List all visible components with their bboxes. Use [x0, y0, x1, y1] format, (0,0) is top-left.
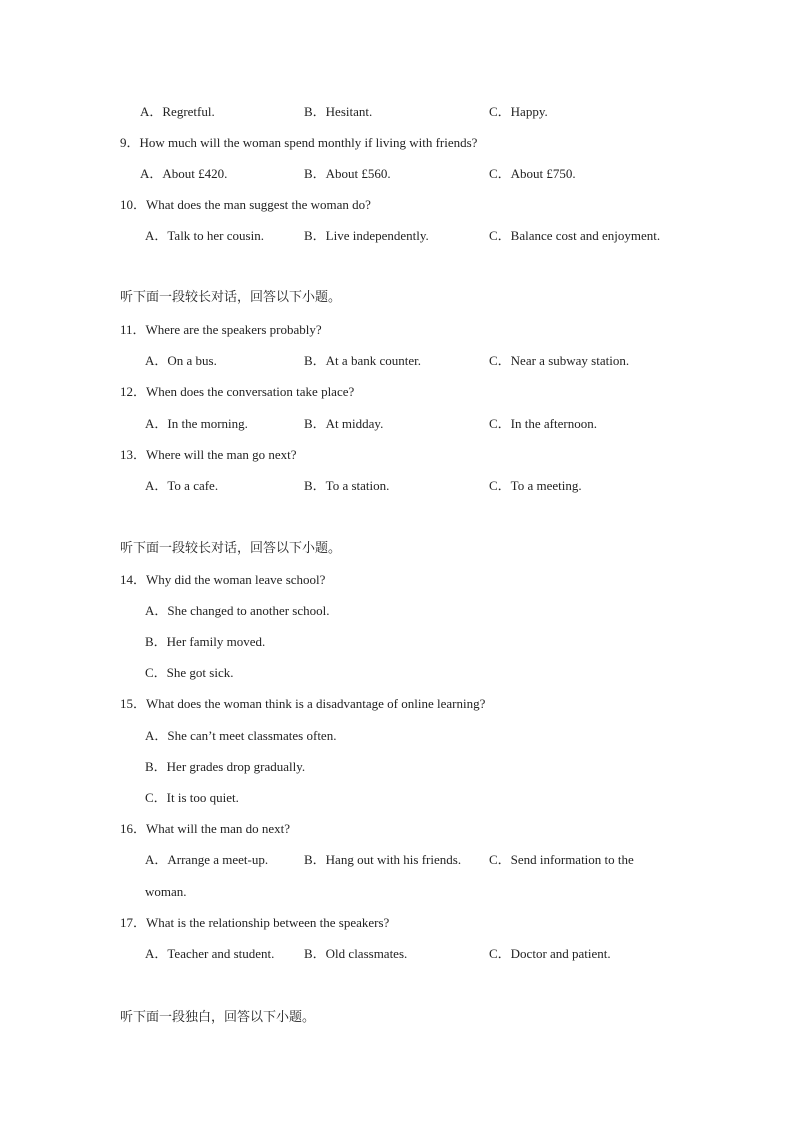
question-stem: 10．What does the man suggest the woman do?	[120, 197, 371, 212]
option-c: C．In the afternoon.	[489, 416, 597, 431]
option-c: C．To a meeting.	[489, 478, 582, 493]
option-b: B．About £560.	[304, 166, 391, 181]
question-stem: 15．What does the woman think is a disadvantage of online learning?	[120, 696, 486, 711]
question-stem: 12．When does the conversation take place?	[120, 384, 355, 399]
question-stem: 17．What is the relationship between the speakers?	[120, 915, 390, 930]
option-line: C．It is too quiet.	[145, 790, 239, 805]
option-b: B．At midday.	[304, 416, 384, 431]
option-line: B．Her grades drop gradually.	[145, 759, 306, 774]
option-line: A．She changed to another school.	[145, 603, 330, 618]
option-b: B．Live independently.	[304, 228, 429, 243]
option-c: C．Near a subway station.	[489, 353, 630, 368]
option-c: C．Doctor and patient.	[489, 946, 611, 961]
option-a: A．In the morning.	[145, 416, 248, 431]
option-b: B．Old classmates.	[304, 946, 408, 961]
option-c: C．Happy.	[489, 104, 548, 119]
option-b: B．Hesitant.	[304, 104, 373, 119]
option-line: A．She can’t meet classmates often.	[145, 728, 337, 743]
option-line: woman.	[145, 884, 187, 899]
question-stem: 16．What will the man do next?	[120, 821, 291, 836]
option-b: B．To a station.	[304, 478, 390, 493]
option-c: C．Send information to the	[489, 852, 634, 867]
option-a: A．Regretful.	[140, 104, 215, 119]
section-heading: 听下面一段较长对话，回答以下小题。	[120, 541, 342, 556]
section-heading: 听下面一段独白，回答以下小题。	[120, 1010, 316, 1025]
option-a: A．Teacher and student.	[145, 946, 275, 961]
option-a: A．Talk to her cousin.	[145, 228, 264, 243]
question-stem: 14．Why did the woman leave school?	[120, 572, 326, 587]
section-heading: 听下面一段较长对话，回答以下小题。	[120, 290, 342, 305]
question-stem: 11．Where are the speakers probably?	[120, 322, 322, 337]
option-a: A．Arrange a meet-up.	[145, 852, 269, 867]
option-a: A．To a cafe.	[145, 478, 219, 493]
question-stem: 13．Where will the man go next?	[120, 447, 297, 462]
option-b: B．Hang out with his friends.	[304, 852, 462, 867]
option-c: C．Balance cost and enjoyment.	[489, 228, 661, 243]
option-a: A．On a bus.	[145, 353, 217, 368]
option-b: B．At a bank counter.	[304, 353, 421, 368]
option-line: C．She got sick.	[145, 665, 234, 680]
option-c: C．About £750.	[489, 166, 576, 181]
option-a: A．About £420.	[140, 166, 228, 181]
question-stem: 9．How much will the woman spend monthly if living with friends?	[120, 135, 478, 150]
option-line: B．Her family moved.	[145, 634, 266, 649]
